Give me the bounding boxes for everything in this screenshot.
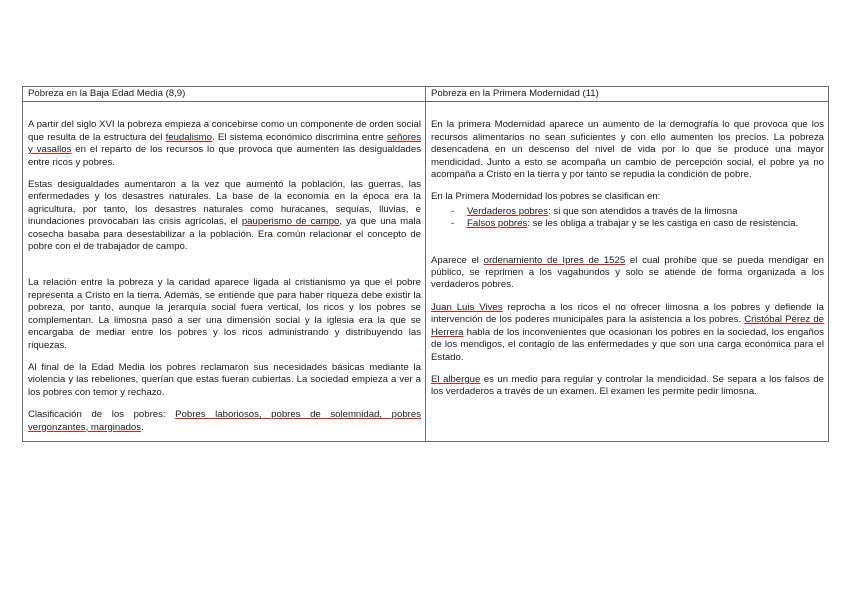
header-right: Pobreza en la Primera Modernidad (11) [426, 87, 829, 102]
term-pauperismo: pauperismo de campo [241, 216, 340, 228]
right-paragraph-1: En la primera Modernidad aparece un aumento de la demografía lo que provoca que los recursos alimentarios no sean suficientes y con ello aumenten los precios. La pobreza desencadena en un descenso del nivel de vida por lo que se produce una mayor mendicidad. Junto a esto se acompaña un cambio de percepción social, el pobre ya no acompaña a Cristo en la tierra y por tanto se repudia la condición de pobre. [431, 119, 824, 181]
left-paragraph-4: Al final de la Edad Media los pobres reclamaron sus necesidades básicas mediante la violencia y las rebeliones, querían que estas fueran cubiertas. La sociedad empieza a ver a los pobres con temor y rechazo. [28, 361, 421, 398]
right-paragraph-3 [431, 255, 824, 292]
term-verdaderos-pobres: Verdaderos pobres [467, 205, 549, 217]
text-run: Aparece el [431, 254, 484, 266]
text-run: . [141, 421, 144, 433]
list-item [431, 206, 824, 218]
text-run: habla de los inconvenientes que ocasionan los pobres en la sociedad, los engaños de los mendigos, el contagio de las enfermedades y que son una carga económica para el Estado. [431, 326, 824, 363]
term-falsos-pobres: Falsos pobres [467, 218, 528, 230]
right-paragraph-2: En la Primera Modernidad los pobres se clasifican en: [431, 191, 661, 203]
poor-classification-list [431, 206, 824, 231]
right-paragraph-4 [431, 302, 824, 364]
left-paragraph-3: La relación entre la pobreza y la caridad aparece ligada al cristianismo ya que el pobre representa a Cristo en la tierra. Además, se entiende que para haber riqueza debe existir la pobreza, por tanto, aunque la jerarquía social fuera vertical, los ricos y los pobres se complementan. La limosna pasó a ser una dimensión social y la iglesia era la que se encargaba de mediar entre los pobres y los ricos administrando y distribuyendo las riquezas. [28, 277, 421, 351]
term-ordenamiento-ipres: ordenamiento de Ipres de 1525 [483, 254, 626, 266]
text-run: es un medio para regular y controlar la mendicidad. Se separa a los falsos de los verdaderos a través de un examen. El examen les permite pedir limosna. [431, 373, 824, 398]
content-row [23, 102, 829, 442]
text-run: reprocha a los ricos el no ofrecer limosna a los pobres y defiende la intervención de los poderes municipales para la asistencia a los pobres. [431, 301, 824, 326]
text-run: : si que son atendidos a través de la limosna [548, 205, 738, 217]
dash-marker: - [451, 218, 455, 230]
left-paragraph-2 [28, 179, 421, 253]
comparison-table [22, 86, 829, 442]
text-run: en el reparto de los recursos lo que provoca que aumenten las desigualdades entre ricos y pobres. [28, 144, 421, 168]
header-left: Pobreza en la Baja Edad Media (8,9) [23, 87, 426, 102]
term-juan-luis-vives: Juan Luis Vives [431, 301, 503, 313]
left-cell [23, 102, 426, 442]
term-el-albergue: El albergue [431, 373, 481, 385]
text-run: : se les obliga a trabajar y se les castiga en caso de resistencia. [527, 218, 799, 230]
text-run: Clasificación de los pobres: [28, 409, 176, 421]
right-cell [426, 102, 829, 442]
term-senores-vasallos: señores y vasallos [28, 131, 421, 156]
left-paragraph-5 [28, 409, 421, 434]
left-paragraph-1 [28, 119, 421, 169]
header-row [23, 87, 829, 102]
term-cristobal-perez: Cristóbal Pérez de Herrera [431, 314, 825, 338]
term-feudalismo: feudalismo [165, 131, 212, 143]
text-run: , ya que una mala cosecha basaba para desestabilizar a la población. Era común relacionar el concepto de pobre con el de trabajador de campo. [28, 216, 421, 253]
dash-marker: - [451, 205, 455, 217]
term-clasificacion: Pobres laboriosos, pobres de solemnidad, pobres vergonzantes, marginados [28, 409, 421, 433]
text-run: Estas desigualdades aumentaron a la vez que aumentó la población, las guerras, las enfermedades y los desastres naturales. La base de la economía en la época era la agricultura, por tanto, los desastres naturales como huracanes, sequías, lluvias, e inundaciones provocaban las crisis agrícolas, el [28, 179, 421, 228]
text-run: el cual prohíbe que se pueda mendigar en público, se reprimen a los vagabundos y solo se atiende de forma organizada a los verdaderos pobres. [431, 254, 825, 291]
right-paragraph-5 [431, 374, 824, 399]
text-run: A partir del siglo XVI la pobreza empieza a concebirse como un componente de orden social que resulta de la estructura del [28, 119, 421, 143]
text-run: . El sistema económico discrimina entre [211, 131, 387, 143]
list-item [431, 218, 824, 230]
